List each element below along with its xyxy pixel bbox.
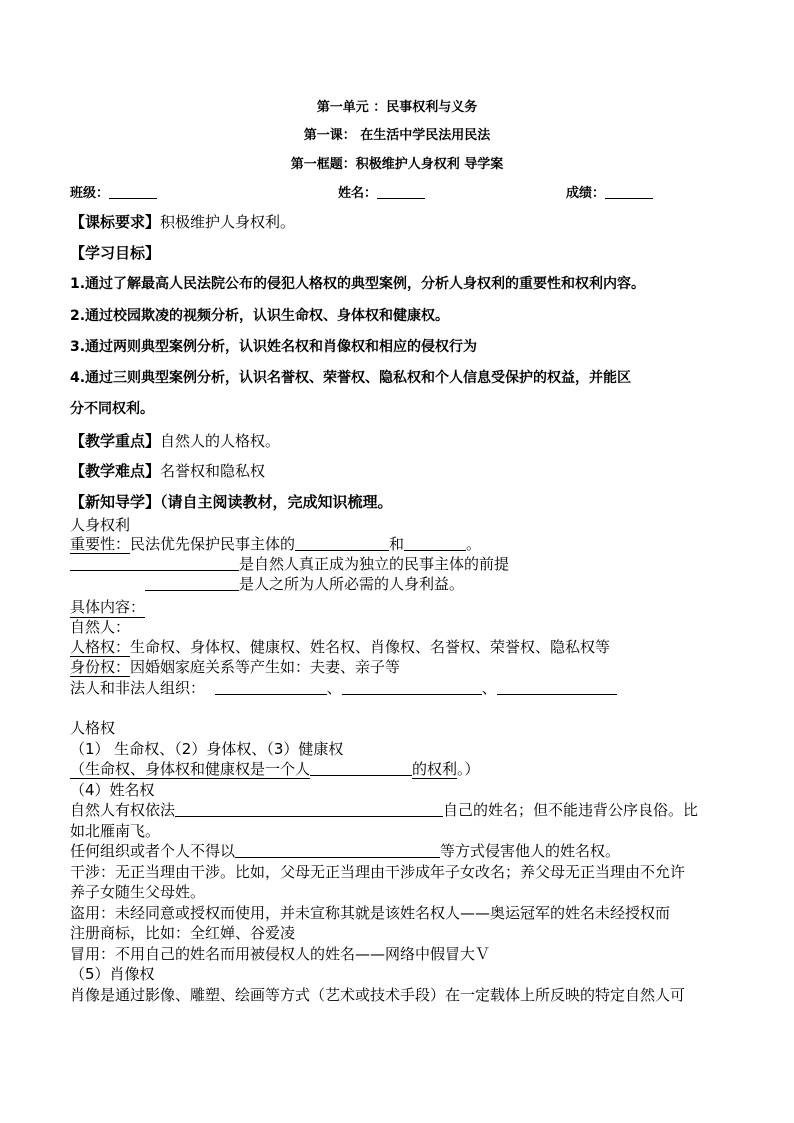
interest-line — [145, 573, 464, 594]
legal-sep-1: 、 — [326, 679, 342, 697]
items-1-3: （1） 生命权、（2）身体权、（3）健康权 — [70, 740, 344, 758]
key-point-text: 自然人的人格权。 — [160, 432, 281, 450]
guide-text: （请自主阅读教材，完成知识梳理。 — [160, 493, 393, 511]
note-part-c: 。） — [457, 760, 480, 778]
teaching-difficulty — [70, 460, 265, 481]
importance-blank-2 — [404, 536, 466, 551]
name-right-blank — [175, 802, 443, 817]
importance-label: 重要性： — [70, 535, 131, 553]
objective-item-1: 1.通过了解最高人民法院公布的侵犯人格权的典型案例，分析人身权利的重要性和权利内容。 — [70, 276, 646, 292]
name-line1-a: 自然人有权依法 — [70, 801, 176, 819]
interfere-line-1: 干涉：无正当理由干涉。比如，父母无正当理由干涉成年子女改名；养父母无正当理由不允许 — [70, 863, 686, 881]
legal-person-line — [70, 677, 617, 698]
class-label: 班级： — [70, 186, 110, 201]
identity-label: 身份权： — [70, 658, 131, 676]
key-point-label: 【教学重点】 — [70, 432, 161, 450]
life-body-health-note — [70, 758, 480, 779]
legal-sep-2: 、 — [481, 679, 497, 697]
requirement-label: 【课标要求】 — [70, 213, 161, 231]
interest-blank — [145, 576, 239, 591]
note-blank — [310, 761, 412, 776]
precondition-text: 是自然人真正成为独立的民事主体的前提 — [239, 555, 510, 573]
requirement-text: 积极维护人身权利。 — [160, 213, 296, 231]
unit-title: 第一单元 ：民事权利与义务 — [316, 100, 478, 115]
teaching-key-point — [70, 430, 280, 451]
personality-text: 生命权、身体权、健康权、姓名权、肖像权、名誉权、荣誉权、隐私权等 — [130, 638, 611, 656]
score-field — [566, 182, 653, 201]
name-line3-a: 任何组织或者个人不得以 — [70, 842, 236, 860]
spacer-underline — [70, 556, 145, 571]
name-right-line-3 — [70, 840, 620, 861]
frame-title: 第一框题：积极维护人身权利 导学案 — [290, 157, 504, 172]
name-line1-b: 自己的姓名；但不能违背公序良俗。比 — [443, 801, 699, 819]
name-right-heading: （4）姓名权 — [70, 781, 155, 799]
objective-item-2: 2.通过校园欺凌的视频分析，认识生命权、身体权和健康权。 — [70, 308, 450, 324]
difficulty-text: 名誉权和隐私权 — [160, 462, 266, 480]
importance-period: 。 — [466, 535, 482, 553]
legal-person-label: 法人和非法人组织： — [70, 679, 206, 697]
content-label: 具体内容： — [70, 598, 146, 616]
steal-line-1: 盗用：未经同意或授权而使用，并未宣称其就是该姓名权人——奥运冠军的姓名未经授权而 — [70, 904, 671, 922]
steal-line-2: 注册商标，比如：全红婵、谷爱凌 — [70, 924, 296, 942]
note-part-b: 的权利 — [412, 760, 458, 778]
legal-blank-2 — [342, 680, 482, 695]
name-line3-b: 等方式侵害他人的姓名权。 — [440, 842, 621, 860]
precondition-blank — [145, 556, 239, 571]
interfere-line-2: 养子女随生父母姓。 — [70, 883, 206, 901]
objective-item-4-cont: 分不同权利。 — [70, 401, 154, 417]
name-right-line-1 — [70, 799, 698, 820]
importance-blank-1 — [295, 536, 389, 551]
importance-text: 民法优先保护民事主体的 — [130, 535, 296, 553]
importance-line — [70, 533, 481, 554]
score-blank — [605, 184, 653, 199]
personality-label: 人格权： — [70, 638, 131, 656]
objective-item-3: 3.通过两则典型案例分析，认识姓名权和肖像权和相应的侵权行为 — [70, 339, 478, 355]
natural-person-label: 自然人： — [70, 618, 131, 636]
objectives-label: 【学习目标】 — [70, 244, 161, 262]
note-part-a: （生命权、身体权和健康权是一个人 — [70, 760, 311, 778]
name-label: 姓名： — [338, 186, 378, 201]
portrait-heading: （5）肖像权 — [70, 965, 155, 983]
name-blank — [377, 184, 425, 199]
legal-blank-3 — [497, 680, 617, 695]
interest-text: 是人之所为人所必需的人身利益。 — [239, 575, 465, 593]
score-label: 成绩： — [566, 186, 606, 201]
identity-text: 因婚姻家庭关系等产生如：夫妻、亲子等 — [130, 658, 401, 676]
legal-blank-1 — [215, 680, 327, 695]
infringement-blank — [235, 843, 440, 858]
personality-rights-line — [70, 636, 610, 657]
identity-rights-line — [70, 656, 400, 677]
lesson-title: 第一课： 在生活中学民法用民法 — [303, 128, 491, 143]
and-text: 和 — [389, 535, 405, 553]
difficulty-label: 【教学难点】 — [70, 462, 161, 480]
personality-heading: 人格权 — [70, 719, 116, 737]
fake-line: 冒用：不用自己的姓名而用被侵权人的姓名——网络中假冒大Ｖ — [70, 945, 491, 963]
precondition-line — [70, 553, 509, 574]
rights-heading: 人身权利 — [70, 516, 131, 534]
class-field — [70, 182, 157, 201]
objective-item-4: 4.通过三则典型案例分析，认识名誉权、荣誉权、隐私权和个人信息受保护的权益，并能区 — [70, 370, 632, 386]
new-knowledge-guide — [70, 491, 393, 512]
class-blank — [109, 184, 157, 199]
student-name-field — [338, 182, 425, 201]
guide-label: 【新知导学】 — [70, 493, 161, 511]
curriculum-requirement — [70, 211, 295, 232]
portrait-line-1: 肖像是通过影像、雕塑、绘画等方式（艺术或技术手段）在一定载体上所反映的特定自然人可 — [70, 986, 686, 1004]
name-right-line-2: 如北雁南飞。 — [70, 822, 161, 840]
